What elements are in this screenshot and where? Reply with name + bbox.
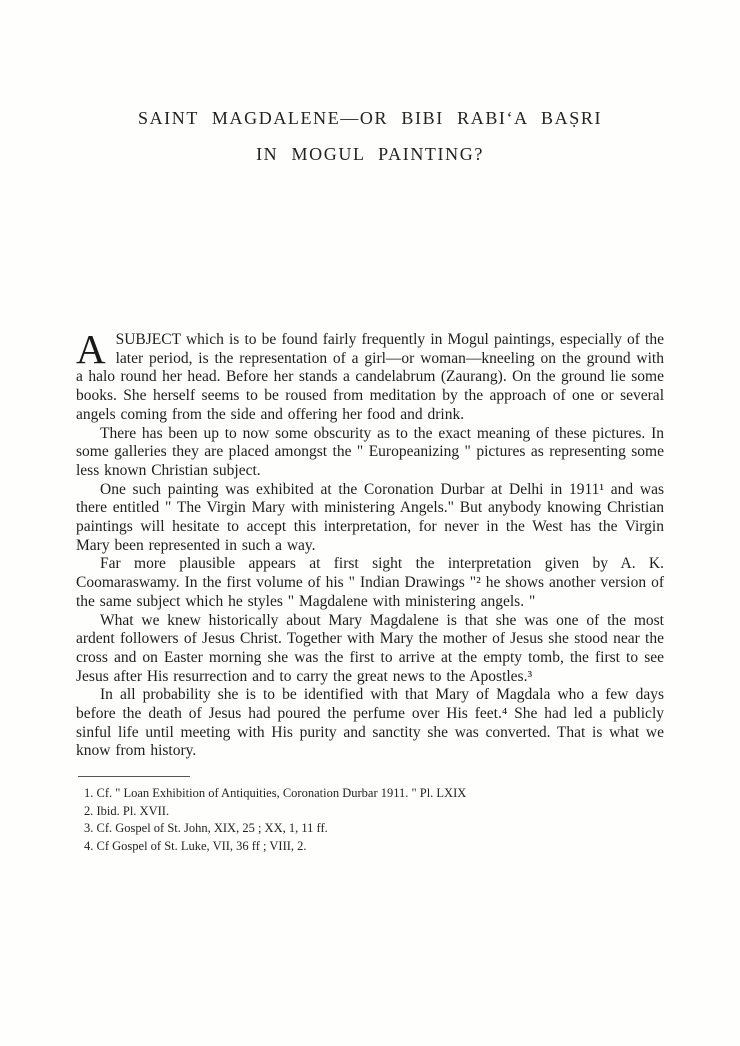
paragraph: There has been up to now some obscurity as to the exact meaning of these pictures. In some galleries they are placed amongst the " Europeanizing " pictures as representing some less known Christian subject.: [76, 424, 664, 479]
paragraph: What we knew historically about Mary Magdalene is that she was one of the most ardent followers of Jesus Christ. Together with Mary the mother of Jesus she stood near the cross and on Easter morning she was the first to arrive at the empty tomb, the first to see Jesus after His resurrection and to carry the great news to the Apostles.³: [76, 611, 664, 685]
page-title: [0, 100, 740, 172]
paragraph-text: SUBJECT which is to be found fairly frequently in Mogul paintings, especially of the later period, is the representation of a girl—or woman—kneeling on the ground with a halo round her head. Before her stands a candelabrum (Zaurang). On the ground lie some books. She herself seems to be roused from meditation by the approach of one or several angels coming from the side and offering her food and drink.: [76, 331, 664, 423]
footnote: 1. Cf. " Loan Exhibition of Antiquities, Coronation Durbar 1911. " Pl. LXIX: [84, 786, 467, 801]
paragraph: One such painting was exhibited at the Coronation Durbar at Delhi in 1911¹ and was there entitled " The Virgin Mary with ministering Angels." But anybody knowing Christian paintings will hesitate to accept this interpretation, for never in the West has the Virgin Mary been represented in such a way.: [76, 480, 664, 554]
paragraph: In all probability she is to be identified with that Mary of Magdala who a few days before the death of Jesus had poured the perfume over His feet.⁴ She had led a publicly sinful life until meeting with His purity and sanctity she was converted. That is what we know from history.: [76, 686, 664, 760]
footnote: 2. Ibid. Pl. XVII.: [84, 803, 170, 818]
footnote-divider: [78, 776, 190, 777]
title-line-2: IN MOGUL PAINTING?: [256, 144, 484, 164]
footnotes-section: [76, 776, 664, 855]
paragraph: Far more plausible appears at first sight the interpretation given by A. K. Coomaraswamy. In the first volume of his " Indian Drawings "² he shows another version of the same subject which he styles " Magdalene with ministering angels. ": [76, 555, 664, 610]
footnote: 3. Cf. Gospel of St. John, XIX, 25 ; XX, 1, 11 ff.: [84, 821, 328, 836]
title-line-1: SAINT MAGDALENE—OR BIBI RABI‘A BAṢRI: [137, 108, 603, 128]
article-body: [76, 326, 664, 855]
footnote: 4. Cf Gospel of St. Luke, VII, 36 ff ; VIII, 2.: [84, 838, 307, 853]
paragraph: [76, 326, 664, 425]
dropcap-letter: A: [76, 326, 106, 372]
